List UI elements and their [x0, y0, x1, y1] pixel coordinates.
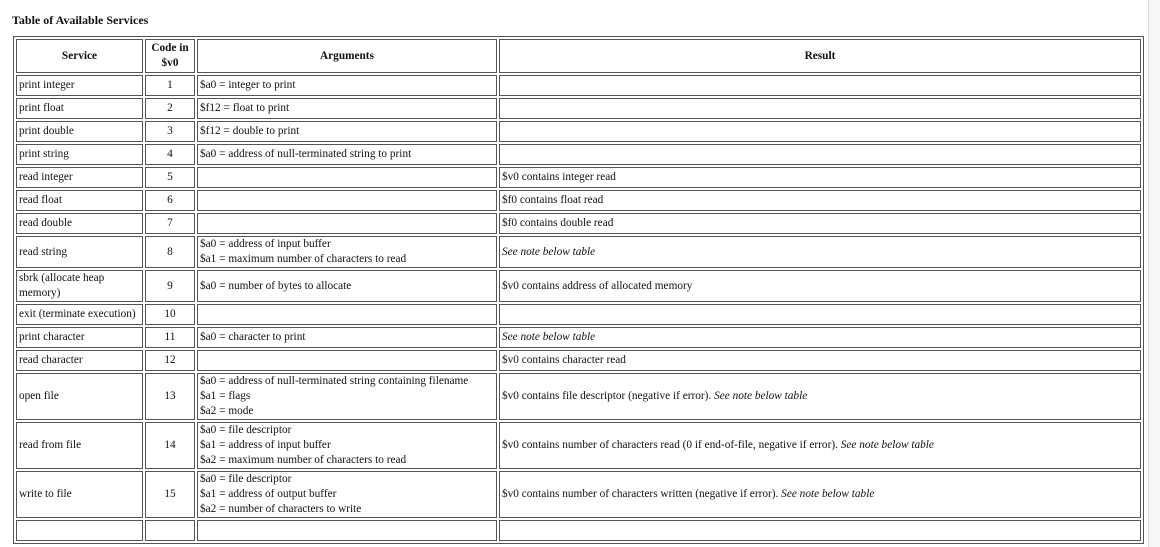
arguments-cell [197, 75, 497, 96]
service-cell: read integer [16, 167, 143, 188]
service-cell: read character [16, 350, 143, 371]
code-cell: 15 [145, 471, 195, 518]
result-text: $v0 contains number of characters read (0 if end-of-file, negative if error). [502, 439, 838, 451]
code-cell: 9 [145, 270, 195, 302]
service-cell: read from file [16, 422, 143, 469]
argument-line: $a0 = address of null-terminated string to print [200, 148, 412, 160]
note-reference: See note below table [714, 390, 808, 402]
code-cell: 1 [145, 75, 195, 96]
service-cell: open file [16, 373, 143, 420]
arguments-cell [197, 270, 497, 302]
code-cell: 3 [145, 121, 195, 142]
code-cell: 13 [145, 373, 195, 420]
result-cell [499, 471, 1141, 518]
header-result: Result [499, 39, 1141, 73]
result-text: $v0 contains character read [502, 354, 626, 366]
argument-line: $f12 = float to print [200, 102, 290, 114]
argument-line: $a0 = integer to print [200, 79, 296, 91]
service-cell: print double [16, 121, 143, 142]
result-cell [499, 350, 1141, 371]
table-row [16, 422, 1141, 469]
result-cell [499, 422, 1141, 469]
result-text: $v0 contains integer read [502, 171, 616, 183]
arguments-cell [197, 304, 497, 325]
result-cell [499, 167, 1141, 188]
table-row [16, 373, 1141, 420]
empty-cell [16, 520, 143, 541]
result-cell [499, 236, 1141, 268]
argument-line: $a0 = file descriptor [200, 424, 292, 436]
argument-line: $a0 = address of input buffer [200, 238, 331, 250]
service-cell: print float [16, 98, 143, 119]
service-cell: sbrk (allocate heap memory) [16, 270, 143, 302]
table-row [16, 190, 1141, 211]
header-code [145, 39, 195, 73]
argument-line: $a1 = address of output buffer [200, 488, 337, 500]
table-row [16, 350, 1141, 371]
note-reference: See note below table [502, 331, 596, 343]
result-cell [499, 121, 1141, 142]
result-text: $v0 contains address of allocated memory [502, 279, 693, 292]
result-cell [499, 270, 1141, 302]
service-cell: write to file [16, 471, 143, 518]
table-row [16, 121, 1141, 142]
header-code-line2: $v0 [161, 57, 179, 69]
arguments-cell [197, 190, 497, 211]
arguments-cell [197, 422, 497, 469]
argument-line: $f12 = double to print [200, 125, 300, 137]
header-service: Service [16, 39, 143, 73]
arguments-cell [197, 471, 497, 518]
service-cell: print character [16, 327, 143, 348]
arguments-cell [197, 98, 497, 119]
code-cell: 11 [145, 327, 195, 348]
empty-cell [197, 520, 497, 541]
service-cell: read string [16, 236, 143, 268]
table-row [16, 213, 1141, 234]
code-cell: 5 [145, 167, 195, 188]
empty-cell [499, 520, 1141, 541]
code-cell: 8 [145, 236, 195, 268]
result-text: $v0 contains number of characters written (negative if error). [502, 488, 779, 500]
argument-line: $a0 = character to print [200, 331, 306, 343]
table-row [16, 167, 1141, 188]
argument-line: $a0 = address of null-terminated string containing filename [200, 375, 469, 387]
result-cell [499, 373, 1141, 420]
arguments-cell [197, 350, 497, 371]
table-caption: Table of Available Services [12, 13, 149, 27]
result-text: $v0 contains file descriptor (negative if error). [502, 390, 712, 402]
result-text: $f0 contains double read [502, 217, 614, 229]
arguments-cell [197, 236, 497, 268]
service-cell: exit (terminate execution) [16, 304, 143, 325]
argument-line: $a1 = maximum number of characters to read [200, 253, 407, 265]
result-cell [499, 75, 1141, 96]
result-cell [499, 304, 1141, 325]
header-code-line1: Code in [151, 42, 189, 54]
code-cell: 6 [145, 190, 195, 211]
code-cell: 7 [145, 213, 195, 234]
arguments-cell [197, 327, 497, 348]
service-cell: read double [16, 213, 143, 234]
header-row [16, 39, 1141, 73]
code-cell: 10 [145, 304, 195, 325]
code-cell: 12 [145, 350, 195, 371]
arguments-cell [197, 213, 497, 234]
table-row-partial [16, 520, 1141, 541]
services-table [13, 36, 1144, 544]
header-arguments: Arguments [197, 39, 497, 73]
note-reference: See note below table [781, 488, 875, 500]
empty-cell [145, 520, 195, 541]
note-reference: See note below table [840, 439, 934, 451]
result-text: $f0 contains float read [502, 194, 604, 206]
code-cell: 2 [145, 98, 195, 119]
table-row [16, 236, 1141, 268]
argument-line: $a2 = number of characters to write [200, 503, 362, 515]
service-cell: print integer [16, 75, 143, 96]
argument-line: $a0 = number of bytes to allocate [200, 279, 352, 292]
table-row [16, 304, 1141, 325]
code-cell: 4 [145, 144, 195, 165]
argument-line: $a2 = mode [200, 405, 254, 417]
argument-line: $a1 = address of input buffer [200, 439, 331, 451]
result-cell [499, 144, 1141, 165]
arguments-cell [197, 373, 497, 420]
argument-line: $a1 = flags [200, 390, 251, 402]
argument-line: $a0 = file descriptor [200, 473, 292, 485]
table-row [16, 75, 1141, 96]
argument-line: $a2 = maximum number of characters to read [200, 454, 407, 466]
result-cell [499, 327, 1141, 348]
arguments-cell [197, 121, 497, 142]
table-row [16, 144, 1141, 165]
table-row [16, 270, 1141, 302]
arguments-cell [197, 167, 497, 188]
arguments-cell [197, 144, 497, 165]
note-reference: See note below table [502, 245, 596, 258]
result-cell [499, 98, 1141, 119]
result-cell [499, 213, 1141, 234]
table-row [16, 471, 1141, 518]
table-body [16, 75, 1141, 541]
table-row [16, 327, 1141, 348]
table-row [16, 98, 1141, 119]
code-cell: 14 [145, 422, 195, 469]
result-cell [499, 190, 1141, 211]
service-cell: print string [16, 144, 143, 165]
service-cell: read float [16, 190, 143, 211]
